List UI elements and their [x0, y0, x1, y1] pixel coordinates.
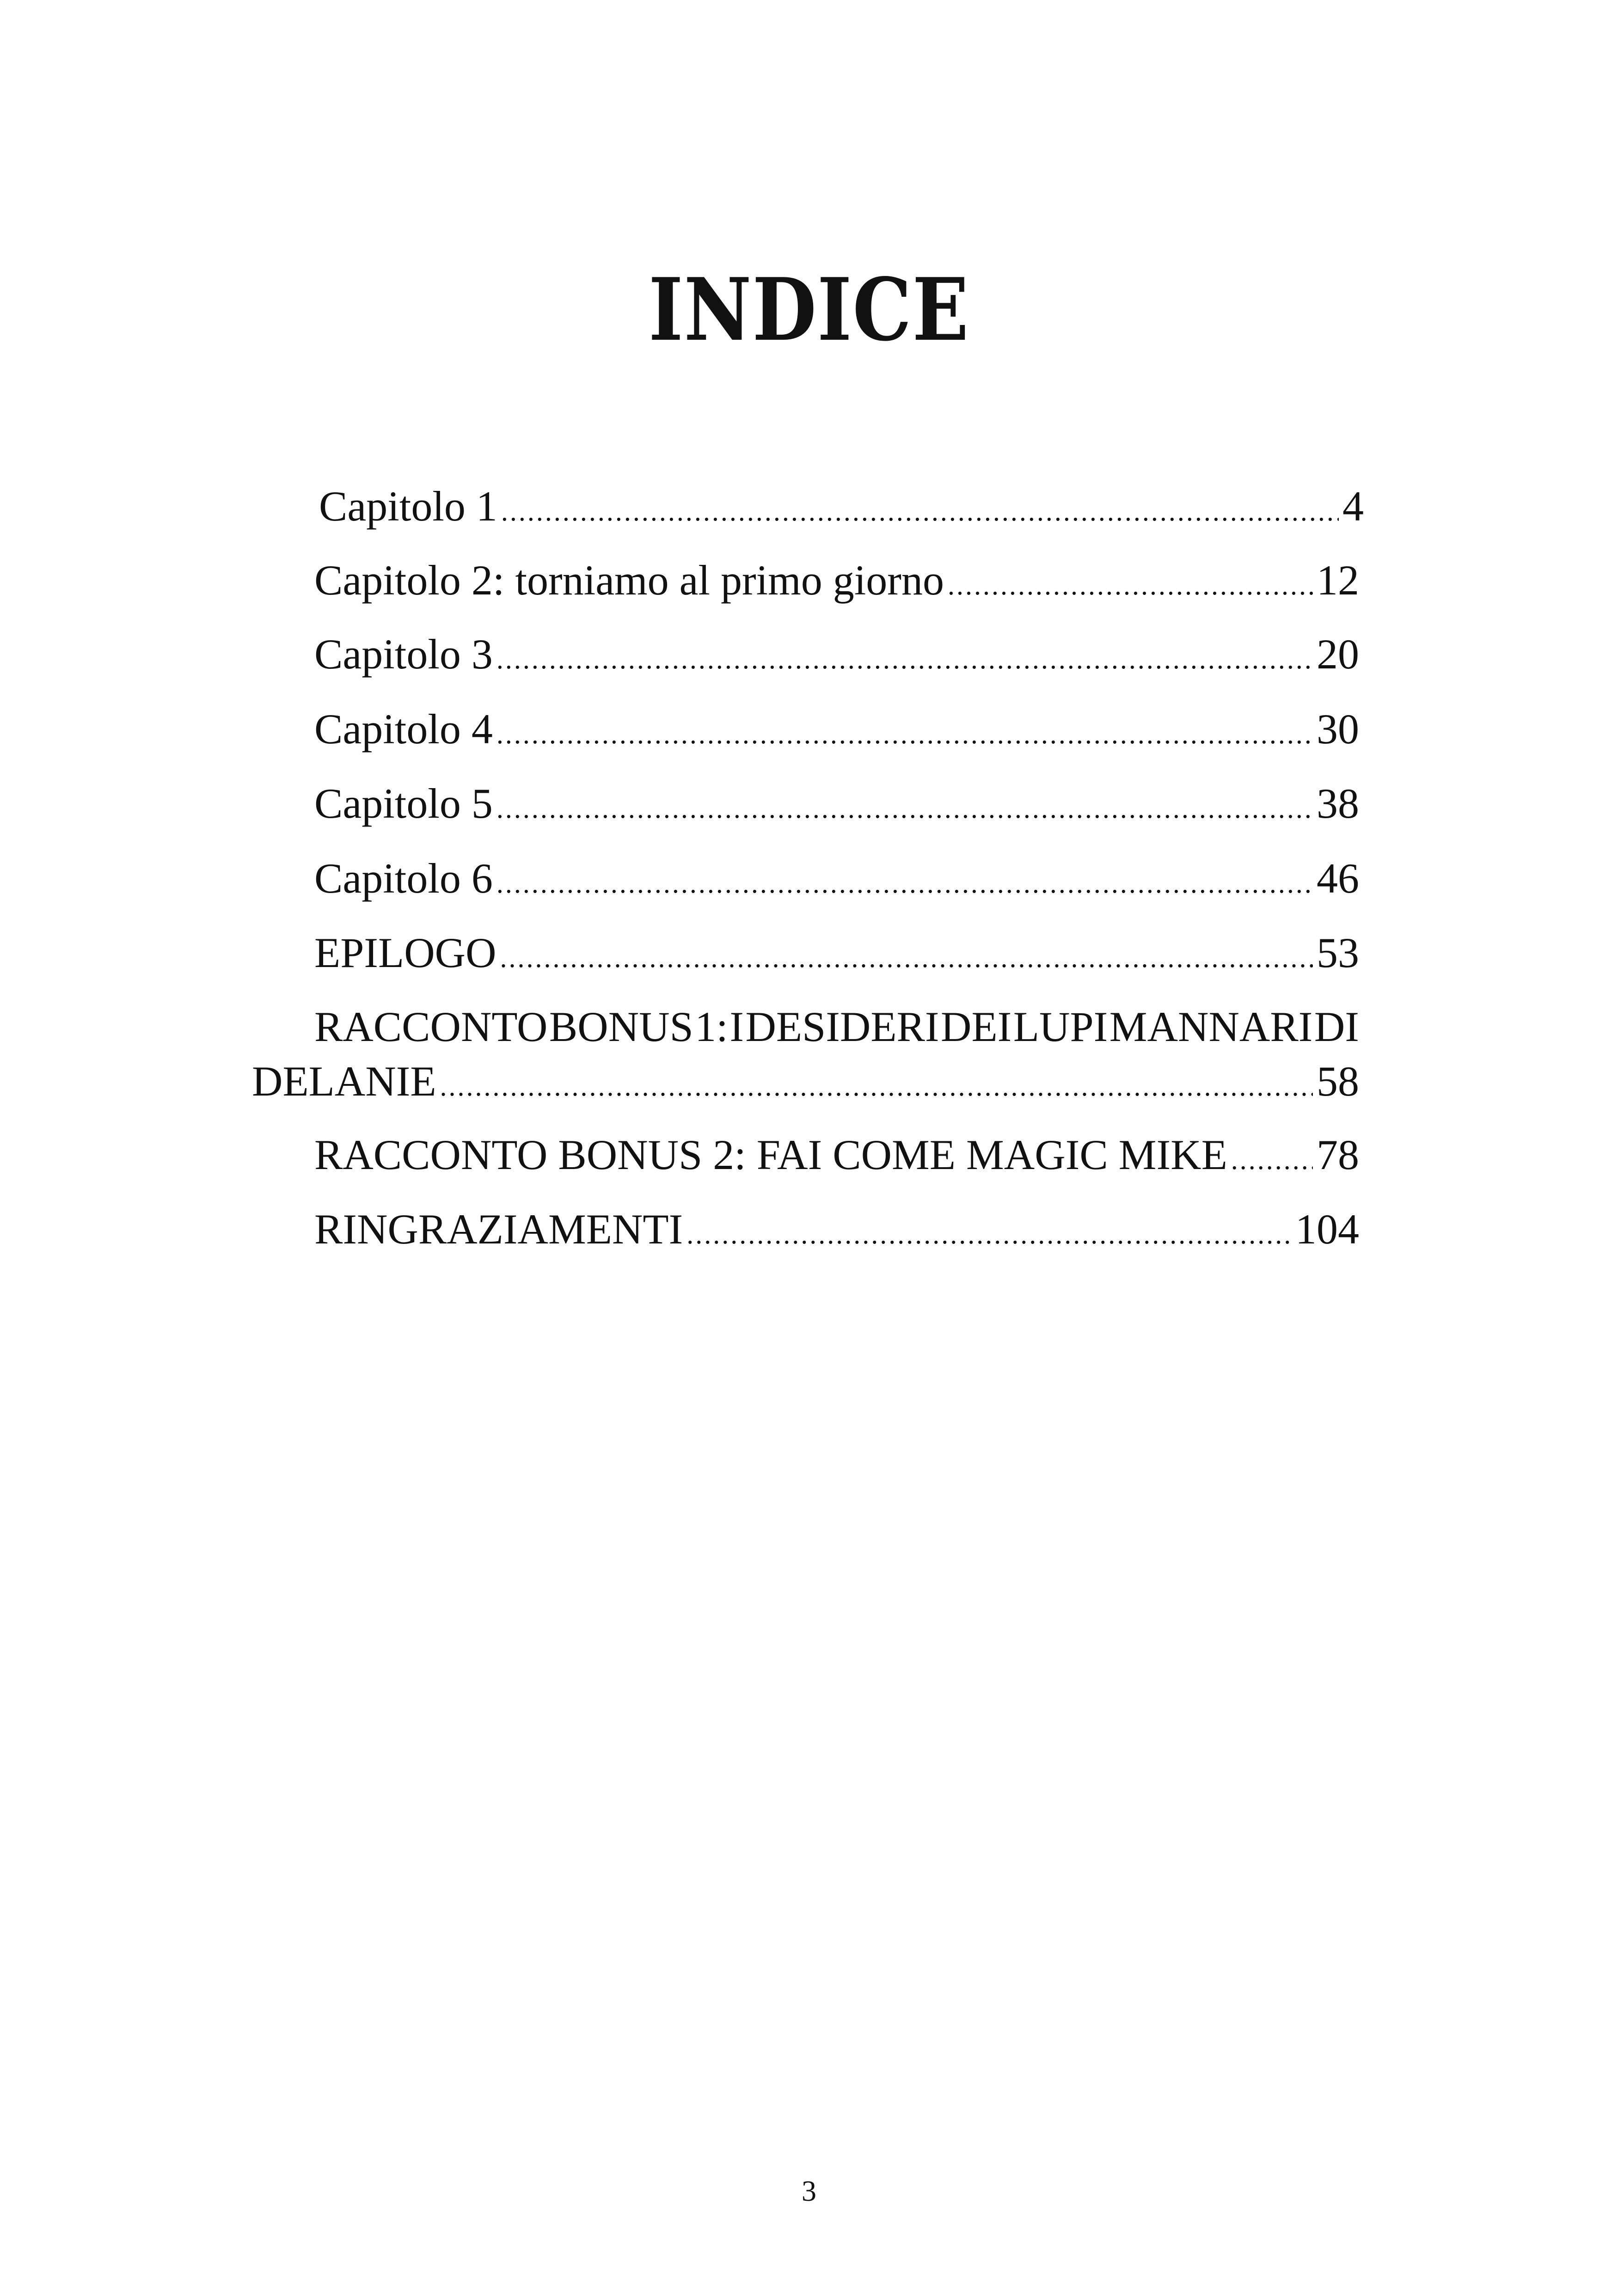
- dot-leader: [500, 932, 1313, 983]
- toc-entry-label: Capitolo 6: [314, 855, 493, 902]
- toc-entry-wrapped-line1[interactable]: [314, 1001, 1359, 1052]
- page-number: 3: [802, 2174, 816, 2207]
- toc-word: 1:: [695, 1003, 728, 1050]
- toc-word: DESIDERI: [745, 1003, 939, 1050]
- toc-entry-label: Capitolo 5: [314, 780, 493, 827]
- page-title: INDICE: [648, 259, 970, 360]
- dot-leader: [501, 486, 1339, 537]
- dot-leader: [948, 560, 1313, 611]
- toc-entry-page: 30: [1317, 705, 1359, 753]
- toc-entry[interactable]: [314, 704, 1359, 754]
- toc-entry-label: Capitolo 1: [319, 483, 497, 530]
- toc-word: MANNARI: [1109, 1003, 1313, 1050]
- toc-word: LUPI: [1013, 1003, 1108, 1050]
- toc-word: DI: [1314, 1003, 1359, 1050]
- toc-entry-label: DELANIE: [252, 1058, 436, 1105]
- dot-leader: [1231, 1134, 1313, 1185]
- toc-entry[interactable]: [319, 481, 1364, 532]
- toc-entry-label: RACCONTO BONUS 2: FAI COME MAGIC MIKE: [314, 1131, 1227, 1178]
- toc-entry-page: 20: [1317, 631, 1359, 678]
- dot-leader: [496, 634, 1313, 685]
- dot-leader: [496, 858, 1313, 909]
- toc-entry[interactable]: [314, 778, 1359, 829]
- toc-word: RACCONTO: [314, 1003, 548, 1050]
- toc-word: DEI: [941, 1003, 1012, 1050]
- dot-leader: [686, 1209, 1292, 1260]
- toc-entry-page: 104: [1295, 1206, 1359, 1253]
- toc-entry-page: 58: [1317, 1058, 1359, 1105]
- toc-entry-label: Capitolo 3: [314, 631, 493, 678]
- toc-entry[interactable]: [314, 927, 1359, 978]
- toc-entry[interactable]: [314, 1204, 1359, 1255]
- toc-entry-page: 53: [1317, 929, 1359, 976]
- toc-entry-wrapped-line2[interactable]: [252, 1056, 1359, 1107]
- toc-entry-label: Capitolo 2: torniamo al primo giorno: [314, 557, 944, 604]
- toc-word: I: [729, 1003, 744, 1050]
- toc-entry-label: RINGRAZIAMENTI: [314, 1206, 683, 1253]
- toc-entry[interactable]: [314, 555, 1359, 606]
- toc-entry-label: Capitolo 4: [314, 705, 493, 753]
- toc-entry-label: EPILOGO: [314, 929, 496, 976]
- toc-entry-page: 46: [1317, 855, 1359, 902]
- toc-entry-page: 4: [1342, 483, 1364, 530]
- toc-entry[interactable]: [314, 1129, 1359, 1180]
- toc-entry-page: 78: [1317, 1131, 1359, 1178]
- toc-entry-page: 12: [1317, 557, 1359, 604]
- toc-word: BONUS: [549, 1003, 693, 1050]
- toc-entry-page: 38: [1317, 780, 1359, 827]
- dot-leader: [440, 1061, 1313, 1112]
- toc-entry[interactable]: [314, 853, 1359, 904]
- dot-leader: [496, 783, 1313, 834]
- toc-entry[interactable]: [314, 629, 1359, 680]
- dot-leader: [496, 709, 1313, 759]
